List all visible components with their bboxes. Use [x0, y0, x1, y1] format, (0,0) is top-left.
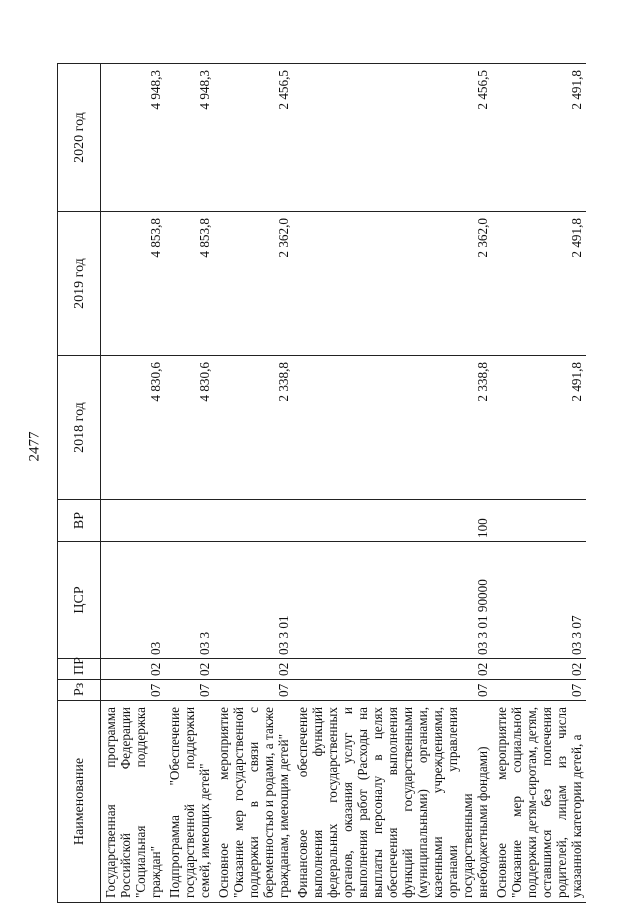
row-rz: 07	[165, 680, 214, 701]
budget-table-container	[57, 64, 625, 903]
row-2020: 4 948,3	[165, 64, 214, 212]
header-csr: ЦСР	[58, 542, 101, 659]
row-vr	[492, 500, 586, 542]
row-2019: 2 362,0	[293, 212, 492, 356]
row-2020: 4 948,3	[101, 64, 166, 212]
row-rz: 07	[101, 680, 166, 701]
table-row	[492, 64, 586, 903]
row-rz: 07	[293, 680, 492, 701]
row-csr: 03 3 07	[492, 542, 586, 659]
table-row	[293, 64, 492, 903]
row-2018: 4 830,6	[101, 356, 166, 500]
row-pr: 02	[492, 659, 586, 680]
row-pr: 02	[293, 659, 492, 680]
table-row	[101, 64, 166, 903]
header-2018: 2018 год	[58, 356, 101, 500]
row-vr	[101, 500, 166, 542]
page-number: 2477	[26, 431, 43, 462]
row-vr	[214, 500, 293, 542]
row-rz: 07	[214, 680, 293, 701]
header-2019: 2019 год	[58, 212, 101, 356]
row-2018: 4 830,6	[165, 356, 214, 500]
row-2018: 2 338,8	[293, 356, 492, 500]
row-2020: 2 456,5	[214, 64, 293, 212]
row-2020: 2 491,8	[492, 64, 586, 212]
header-rz: Рз	[58, 680, 101, 701]
row-name: Основное мероприятие "Оказание мер социальной поддержки детям-сиротам, детям, оставшимся без попечения родителей, лицам из числа указанной категории детей, а	[492, 701, 586, 903]
budget-table	[57, 63, 586, 903]
row-csr: 03	[101, 542, 166, 659]
row-2019: 4 853,8	[165, 212, 214, 356]
row-2019: 4 853,8	[101, 212, 166, 356]
table-header-row	[58, 64, 101, 903]
row-csr: 03 3	[165, 542, 214, 659]
table-row	[165, 64, 214, 903]
header-2020: 2020 год	[58, 64, 101, 212]
row-name: Финансовое обеспечение выполнения функций федеральных государственных органов, оказания услуг и выполнения работ (Расходы на выплаты персоналу в целях обеспечения выполнения функций государственными (муниципальными) органами, казенными учреждениями, органами управления государственными внебюджетными фондами)	[293, 701, 492, 903]
row-2019: 2 491,8	[492, 212, 586, 356]
header-vr: ВР	[58, 500, 101, 542]
row-name: Основное мероприятие "Оказание мер государственной поддержки в связи с беременностью и родами, а также гражданам, имеющим детей"	[214, 701, 293, 903]
table-row	[214, 64, 293, 903]
row-pr: 02	[214, 659, 293, 680]
row-pr: 02	[101, 659, 166, 680]
row-vr	[165, 500, 214, 542]
row-pr: 02	[165, 659, 214, 680]
row-csr: 03 3 01	[214, 542, 293, 659]
row-2018: 2 491,8	[492, 356, 586, 500]
row-csr: 03 3 01 90000	[293, 542, 492, 659]
row-vr: 100	[293, 500, 492, 542]
row-2019: 2 362,0	[214, 212, 293, 356]
row-2020: 2 456,5	[293, 64, 492, 212]
row-rz: 07	[492, 680, 586, 701]
header-name: Наименование	[58, 701, 101, 903]
header-pr: ПР	[58, 659, 101, 680]
row-name: Подпрограмма "Обеспечение государственной поддержки семей, имеющих детей"	[165, 701, 214, 903]
row-name: Государственная программа Российской Федерации "Социальная поддержка граждан"	[101, 701, 166, 903]
row-2018: 2 338,8	[214, 356, 293, 500]
